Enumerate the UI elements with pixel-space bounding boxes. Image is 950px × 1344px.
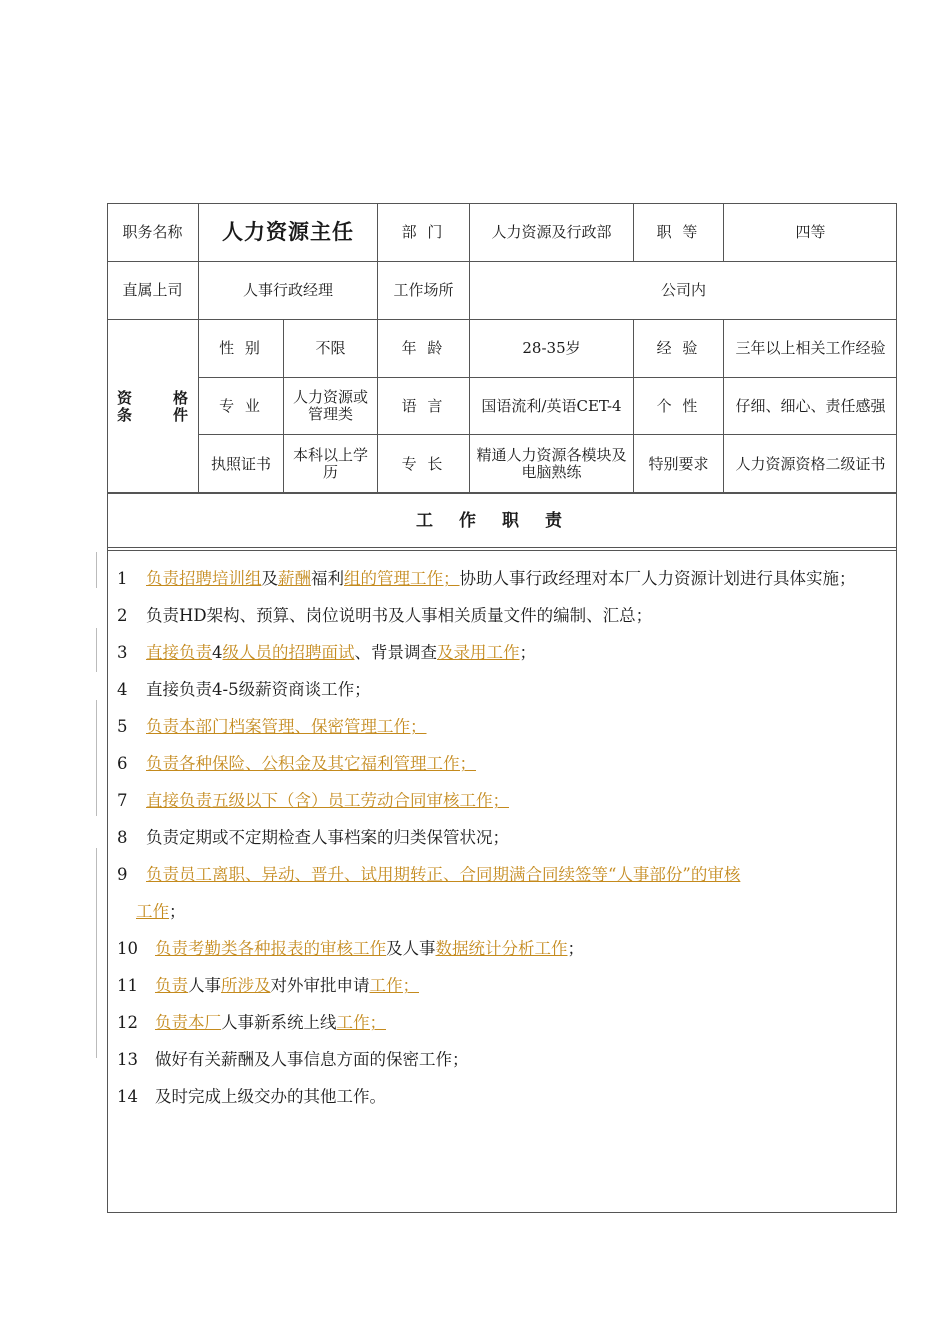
duty-text: ； [169,902,186,921]
language-label: 语 言 [378,378,470,435]
revision-mark [96,552,97,588]
personality-label: 个 性 [634,378,724,435]
revision-mark [96,628,97,672]
duty-text: 所涉及 [221,976,271,995]
duty-text: 负责 [155,976,188,995]
duty-text: 福利 [311,569,344,588]
list-item [117,1004,877,1041]
grade-label: 职 等 [634,203,724,262]
item-number: 6 [117,754,128,773]
special-req-value: 人力资源资格二级证书 [724,435,897,494]
list-item [117,1041,877,1078]
language-value: 国语流利/英语CET-4 [470,378,634,435]
duty-text: 协助人事行政经理对本厂人力资源计划进行具体实施； [459,569,856,588]
age-label: 年 龄 [378,320,470,378]
divider [107,492,897,493]
list-item [117,560,877,597]
duty-text: ； [519,643,536,662]
certificate-value: 本科以上学历 [284,435,378,494]
duty-text: 负责员工离职、异动、晋升、试用期转正、合同期满合同续签等“人事部份”的审核 [146,865,741,884]
list-item [117,856,877,930]
specialty-value: 精通人力资源各模块及电脑熟练 [470,435,634,494]
job-title-value: 人力资源主任 [199,203,378,262]
duty-text: 4 [212,643,223,662]
specialty-label: 专 长 [378,435,470,494]
duties-list [117,560,877,1115]
duty-text: 数据统计分析工作 [435,939,568,958]
major-label: 专 业 [199,378,284,435]
list-item [117,708,877,745]
duty-text: 负责本部门档案管理、保密管理工作； [146,717,427,736]
gender-label: 性 别 [199,320,284,378]
item-number: 1 [117,569,128,588]
duty-text: 直接负责 [146,643,212,662]
list-item [117,930,877,967]
duties-title-text: 工作职责 [416,511,588,531]
item-number: 4 [117,680,128,699]
duty-text: 负责考勤类各种报表的审核工作 [155,939,386,958]
qualification-char-4: 件 [172,405,188,424]
item-number: 13 [117,1050,138,1069]
qualification-label [107,320,199,494]
supervisor-value: 人事行政经理 [199,262,378,320]
list-item [117,967,877,1004]
duties-title [107,496,897,548]
list-item [117,819,877,856]
revision-mark [96,700,97,816]
item-number: 14 [117,1087,138,1106]
certificate-label: 执照证书 [199,435,284,494]
duty-text: 工作； [336,1013,386,1032]
duty-text: 及时完成上级交办的其他工作。 [155,1087,386,1106]
personality-value: 仔细、细心、责任感强 [724,378,897,435]
duty-text: 直接负责五级以下（含）员工劳动合同审核工作； [146,791,509,810]
duty-text: 负责招聘培训组 [146,569,262,588]
duty-text: 对外审批申请 [270,976,370,995]
major-value: 人力资源或管理类 [284,378,378,435]
item-number: 9 [117,865,128,884]
job-title-label: 职务名称 [107,203,199,262]
duty-text: 负责定期或不定期检查人事档案的归类保管状况； [146,828,509,847]
department-label: 部 门 [378,203,470,262]
duty-text: 人事 [188,976,221,995]
item-number: 10 [117,939,138,958]
duty-text: 人事新系统上线 [221,1013,337,1032]
workplace-label: 工作场所 [378,262,470,320]
qualification-char-1: 资 [117,388,133,407]
list-item [117,745,877,782]
duty-text: 工作； [369,976,419,995]
duty-text: 级人员的招聘面试 [222,643,355,662]
item-number: 7 [117,791,128,810]
item-number: 12 [117,1013,138,1032]
item-number: 11 [117,976,138,995]
duty-text: 负责HD架构、预算、岗位说明书及人事相关质量文件的编制、汇总； [146,606,653,625]
duty-text: 组的管理工作； [344,569,460,588]
item-number: 5 [117,717,128,736]
duty-text: 做好有关薪酬及人事信息方面的保密工作； [155,1050,469,1069]
duty-text: 直接负责4-5级薪资商谈工作； [146,680,371,699]
duty-text: 工作 [136,902,169,921]
duty-text: 及人事 [386,939,436,958]
duty-text: 薪酬 [278,569,311,588]
qualification-char-3: 条 [117,405,133,424]
duty-text: 、背景调查 [354,643,437,662]
age-value: 28-35岁 [470,320,634,378]
grade-value: 四等 [724,203,897,262]
list-item [117,597,877,634]
divider [107,550,897,551]
revision-mark [96,848,97,1058]
duty-text: 及 [261,569,278,588]
experience-label: 经 验 [634,320,724,378]
duty-text: 及录用工作 [437,643,520,662]
duty-text: ； [567,939,584,958]
workplace-value: 公司内 [470,262,897,320]
list-item [117,671,877,708]
department-value: 人力资源及行政部 [470,203,634,262]
experience-value: 三年以上相关工作经验 [724,320,897,378]
gender-value: 不限 [284,320,378,378]
list-item [117,634,877,671]
duty-text: 负责本厂 [155,1013,221,1032]
duty-text: 负责各种保险、公积金及其它福利管理工作； [146,754,476,773]
qualification-char-2: 格 [172,388,188,407]
supervisor-label: 直属上司 [107,262,199,320]
special-req-label: 特别要求 [634,435,724,494]
list-item [117,1078,877,1115]
item-number: 8 [117,828,128,847]
item-number: 2 [117,606,128,625]
item-number: 3 [117,643,128,662]
list-item [117,782,877,819]
